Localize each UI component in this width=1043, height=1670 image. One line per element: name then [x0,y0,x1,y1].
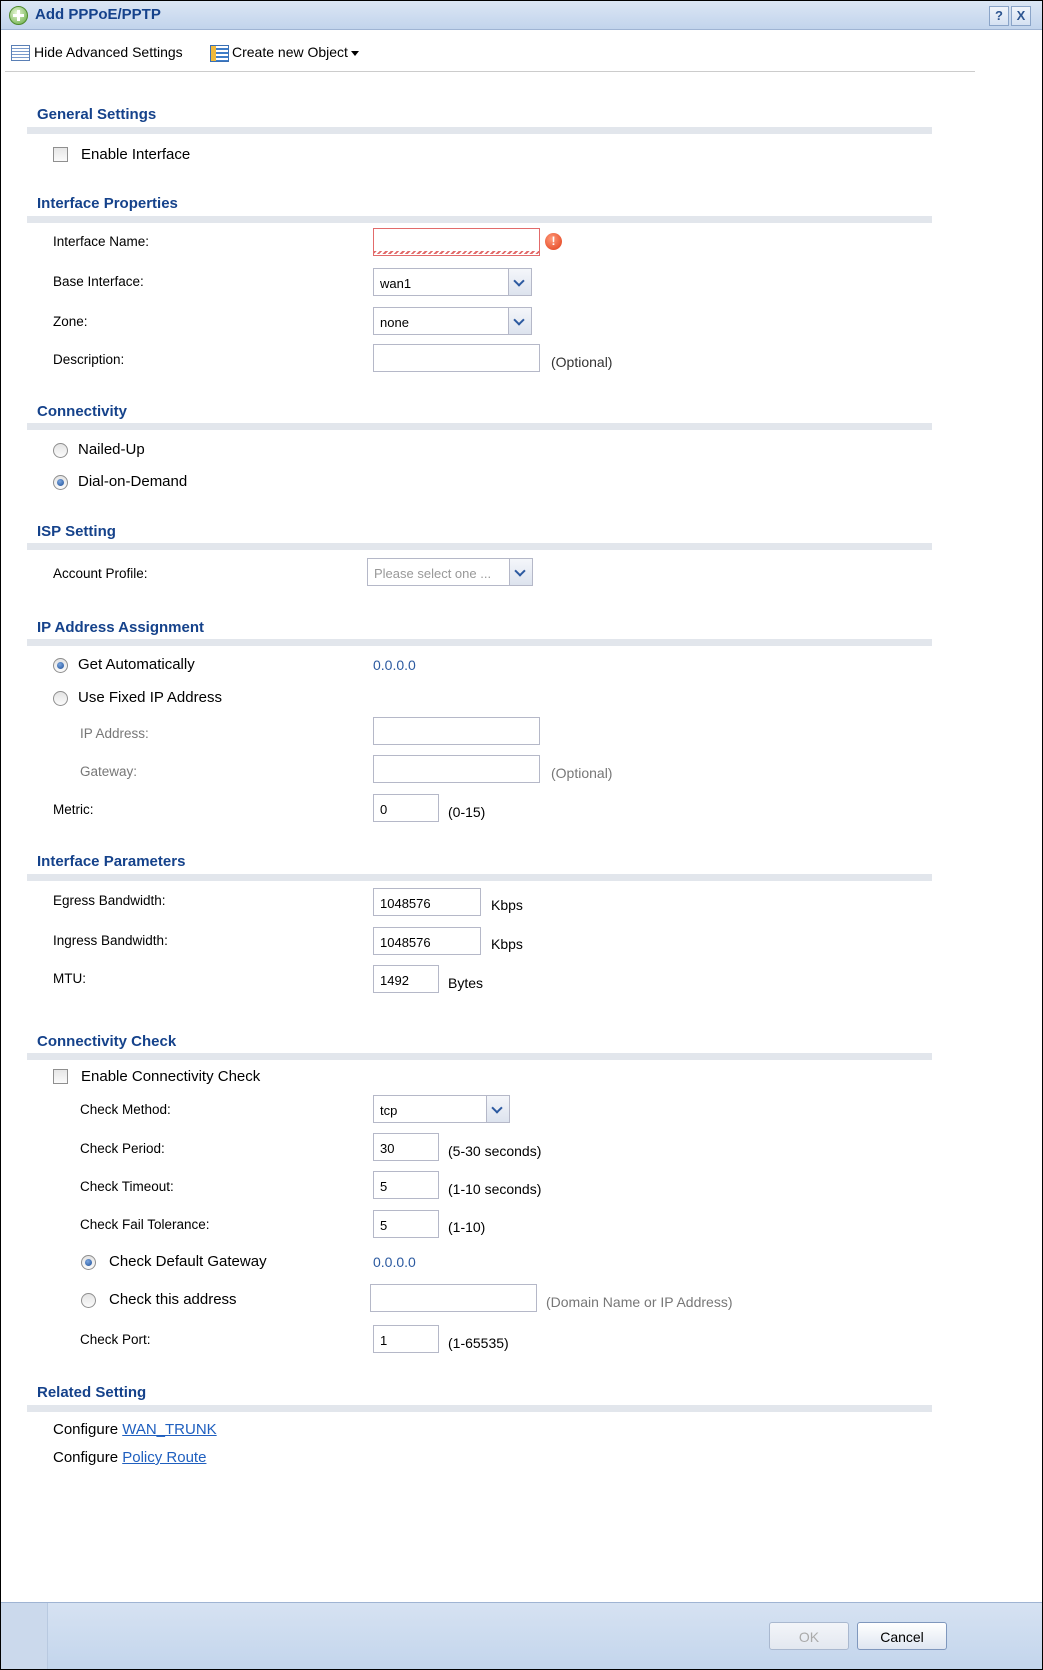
configure-label: Configure [53,1449,119,1466]
chevron-down-icon [508,269,531,295]
check-timeout-hint: (1-10 seconds) [448,1181,542,1197]
dial-on-demand-label: Dial-on-Demand [78,473,188,490]
egress-bandwidth-input[interactable]: 1048576 [373,888,481,916]
default-gateway-value: 0.0.0.0 [373,1254,416,1270]
section-heading-ip-assignment: IP Address Assignment [37,619,204,636]
enable-interface-checkbox[interactable] [53,147,68,162]
configure-label: Configure [53,1421,119,1438]
list-icon [11,45,30,61]
create-object-label: Create new Object [232,44,348,60]
configure-policy-route-row [53,1449,206,1466]
mtu-input[interactable]: 1492 [373,965,439,993]
base-interface-select[interactable] [373,268,532,296]
description-hint: (Optional) [551,354,613,370]
chevron-down-icon [509,559,532,585]
description-input[interactable] [373,344,540,372]
cancel-button[interactable]: Cancel [857,1622,947,1650]
dialog-footer [1,1602,1042,1669]
add-icon [9,6,28,25]
hide-advanced-settings-button[interactable] [11,44,183,61]
error-icon: ! [545,233,562,250]
close-button[interactable]: X [1011,6,1031,26]
check-period-hint: (5-30 seconds) [448,1143,542,1159]
use-fixed-ip-label: Use Fixed IP Address [78,689,222,706]
enable-connectivity-check-label: Enable Connectivity Check [81,1068,261,1085]
ingress-unit: Kbps [491,936,523,952]
section-divider [27,639,932,646]
nailed-up-radio[interactable] [53,443,68,458]
check-port-label: Check Port: [80,1332,151,1347]
base-interface-label: Base Interface: [53,274,144,289]
check-timeout-input[interactable]: 5 [373,1171,439,1199]
section-divider [27,874,932,881]
dropdown-caret-icon [351,51,359,56]
nailed-up-label: Nailed-Up [78,441,145,458]
create-new-object-menu[interactable] [210,44,359,62]
check-fail-tolerance-label: Check Fail Tolerance: [80,1217,210,1232]
account-profile-select[interactable] [367,558,533,586]
check-this-address-label: Check this address [109,1291,237,1308]
gateway-input[interactable] [373,755,540,783]
section-heading-related-setting: Related Setting [37,1384,147,1401]
section-heading-general: General Settings [37,106,157,123]
section-heading-interface-properties: Interface Properties [37,195,178,212]
policy-route-link[interactable]: Policy Route [122,1449,207,1466]
ingress-bandwidth-label: Ingress Bandwidth: [53,933,168,948]
chevron-down-icon [508,308,531,334]
check-port-hint: (1-65535) [448,1335,509,1351]
interface-name-label: Interface Name: [53,234,150,249]
zone-value: none [380,315,409,330]
interface-name-input[interactable] [373,228,540,256]
gateway-label: Gateway: [80,764,138,779]
object-icon [210,45,229,62]
check-fail-tolerance-hint: (1-10) [448,1219,486,1235]
check-method-label: Check Method: [80,1102,171,1117]
section-heading-isp: ISP Setting [37,523,116,540]
check-address-hint: (Domain Name or IP Address) [546,1294,733,1310]
check-default-gateway-radio[interactable] [81,1255,96,1270]
check-period-label: Check Period: [80,1141,165,1156]
check-fail-tolerance-input[interactable]: 5 [373,1210,439,1238]
check-default-gateway-label: Check Default Gateway [109,1253,267,1270]
metric-range-hint: (0-15) [448,804,486,820]
section-heading-connectivity-check: Connectivity Check [37,1033,177,1050]
check-method-select[interactable] [373,1095,510,1123]
egress-unit: Kbps [491,897,523,913]
configure-wan-trunk-row [53,1421,217,1438]
chevron-down-icon [486,1096,509,1122]
toolbar [5,33,975,72]
mtu-label: MTU: [53,971,86,986]
check-period-input[interactable]: 30 [373,1133,439,1161]
footer-left-panel [1,1603,48,1669]
get-automatically-label: Get Automatically [78,656,195,673]
check-method-value: tcp [380,1103,398,1118]
account-profile-placeholder: Please select one ... [374,566,492,581]
hide-advanced-label: Hide Advanced Settings [34,44,183,60]
zone-label: Zone: [53,314,88,329]
dial-on-demand-radio[interactable] [53,475,68,490]
check-address-input[interactable] [370,1284,537,1312]
dialog-title: Add PPPoE/PPTP [35,6,161,23]
zone-select[interactable] [373,307,532,335]
mtu-unit: Bytes [448,975,484,991]
base-interface-value: wan1 [380,276,412,291]
description-label: Description: [53,352,125,367]
section-divider [27,127,932,134]
ok-button[interactable]: OK [769,1622,849,1650]
section-divider [27,543,932,550]
ip-address-label: IP Address: [80,726,149,741]
section-divider [27,1405,932,1412]
ip-address-input[interactable] [373,717,540,745]
wan-trunk-link[interactable]: WAN_TRUNK [122,1421,217,1438]
section-divider [27,423,932,430]
check-timeout-label: Check Timeout: [80,1179,174,1194]
section-heading-connectivity: Connectivity [37,403,128,420]
section-divider [27,1053,932,1060]
check-port-input[interactable]: 1 [373,1325,439,1353]
metric-input[interactable]: 0 [373,794,439,822]
section-divider [27,216,932,223]
ingress-bandwidth-input[interactable]: 1048576 [373,927,481,955]
metric-label: Metric: [53,802,94,817]
title-bar [1,1,1042,30]
egress-bandwidth-label: Egress Bandwidth: [53,893,166,908]
auto-ip-value: 0.0.0.0 [373,657,416,673]
section-heading-interface-parameters: Interface Parameters [37,853,186,870]
account-profile-label: Account Profile: [53,566,148,581]
check-this-address-radio[interactable] [81,1293,96,1308]
get-automatically-radio[interactable] [53,658,68,673]
enable-connectivity-check-checkbox[interactable] [53,1069,68,1084]
gateway-hint: (Optional) [551,765,613,781]
help-button[interactable]: ? [989,6,1009,26]
enable-interface-label: Enable Interface [81,146,191,163]
use-fixed-ip-radio[interactable] [53,691,68,706]
